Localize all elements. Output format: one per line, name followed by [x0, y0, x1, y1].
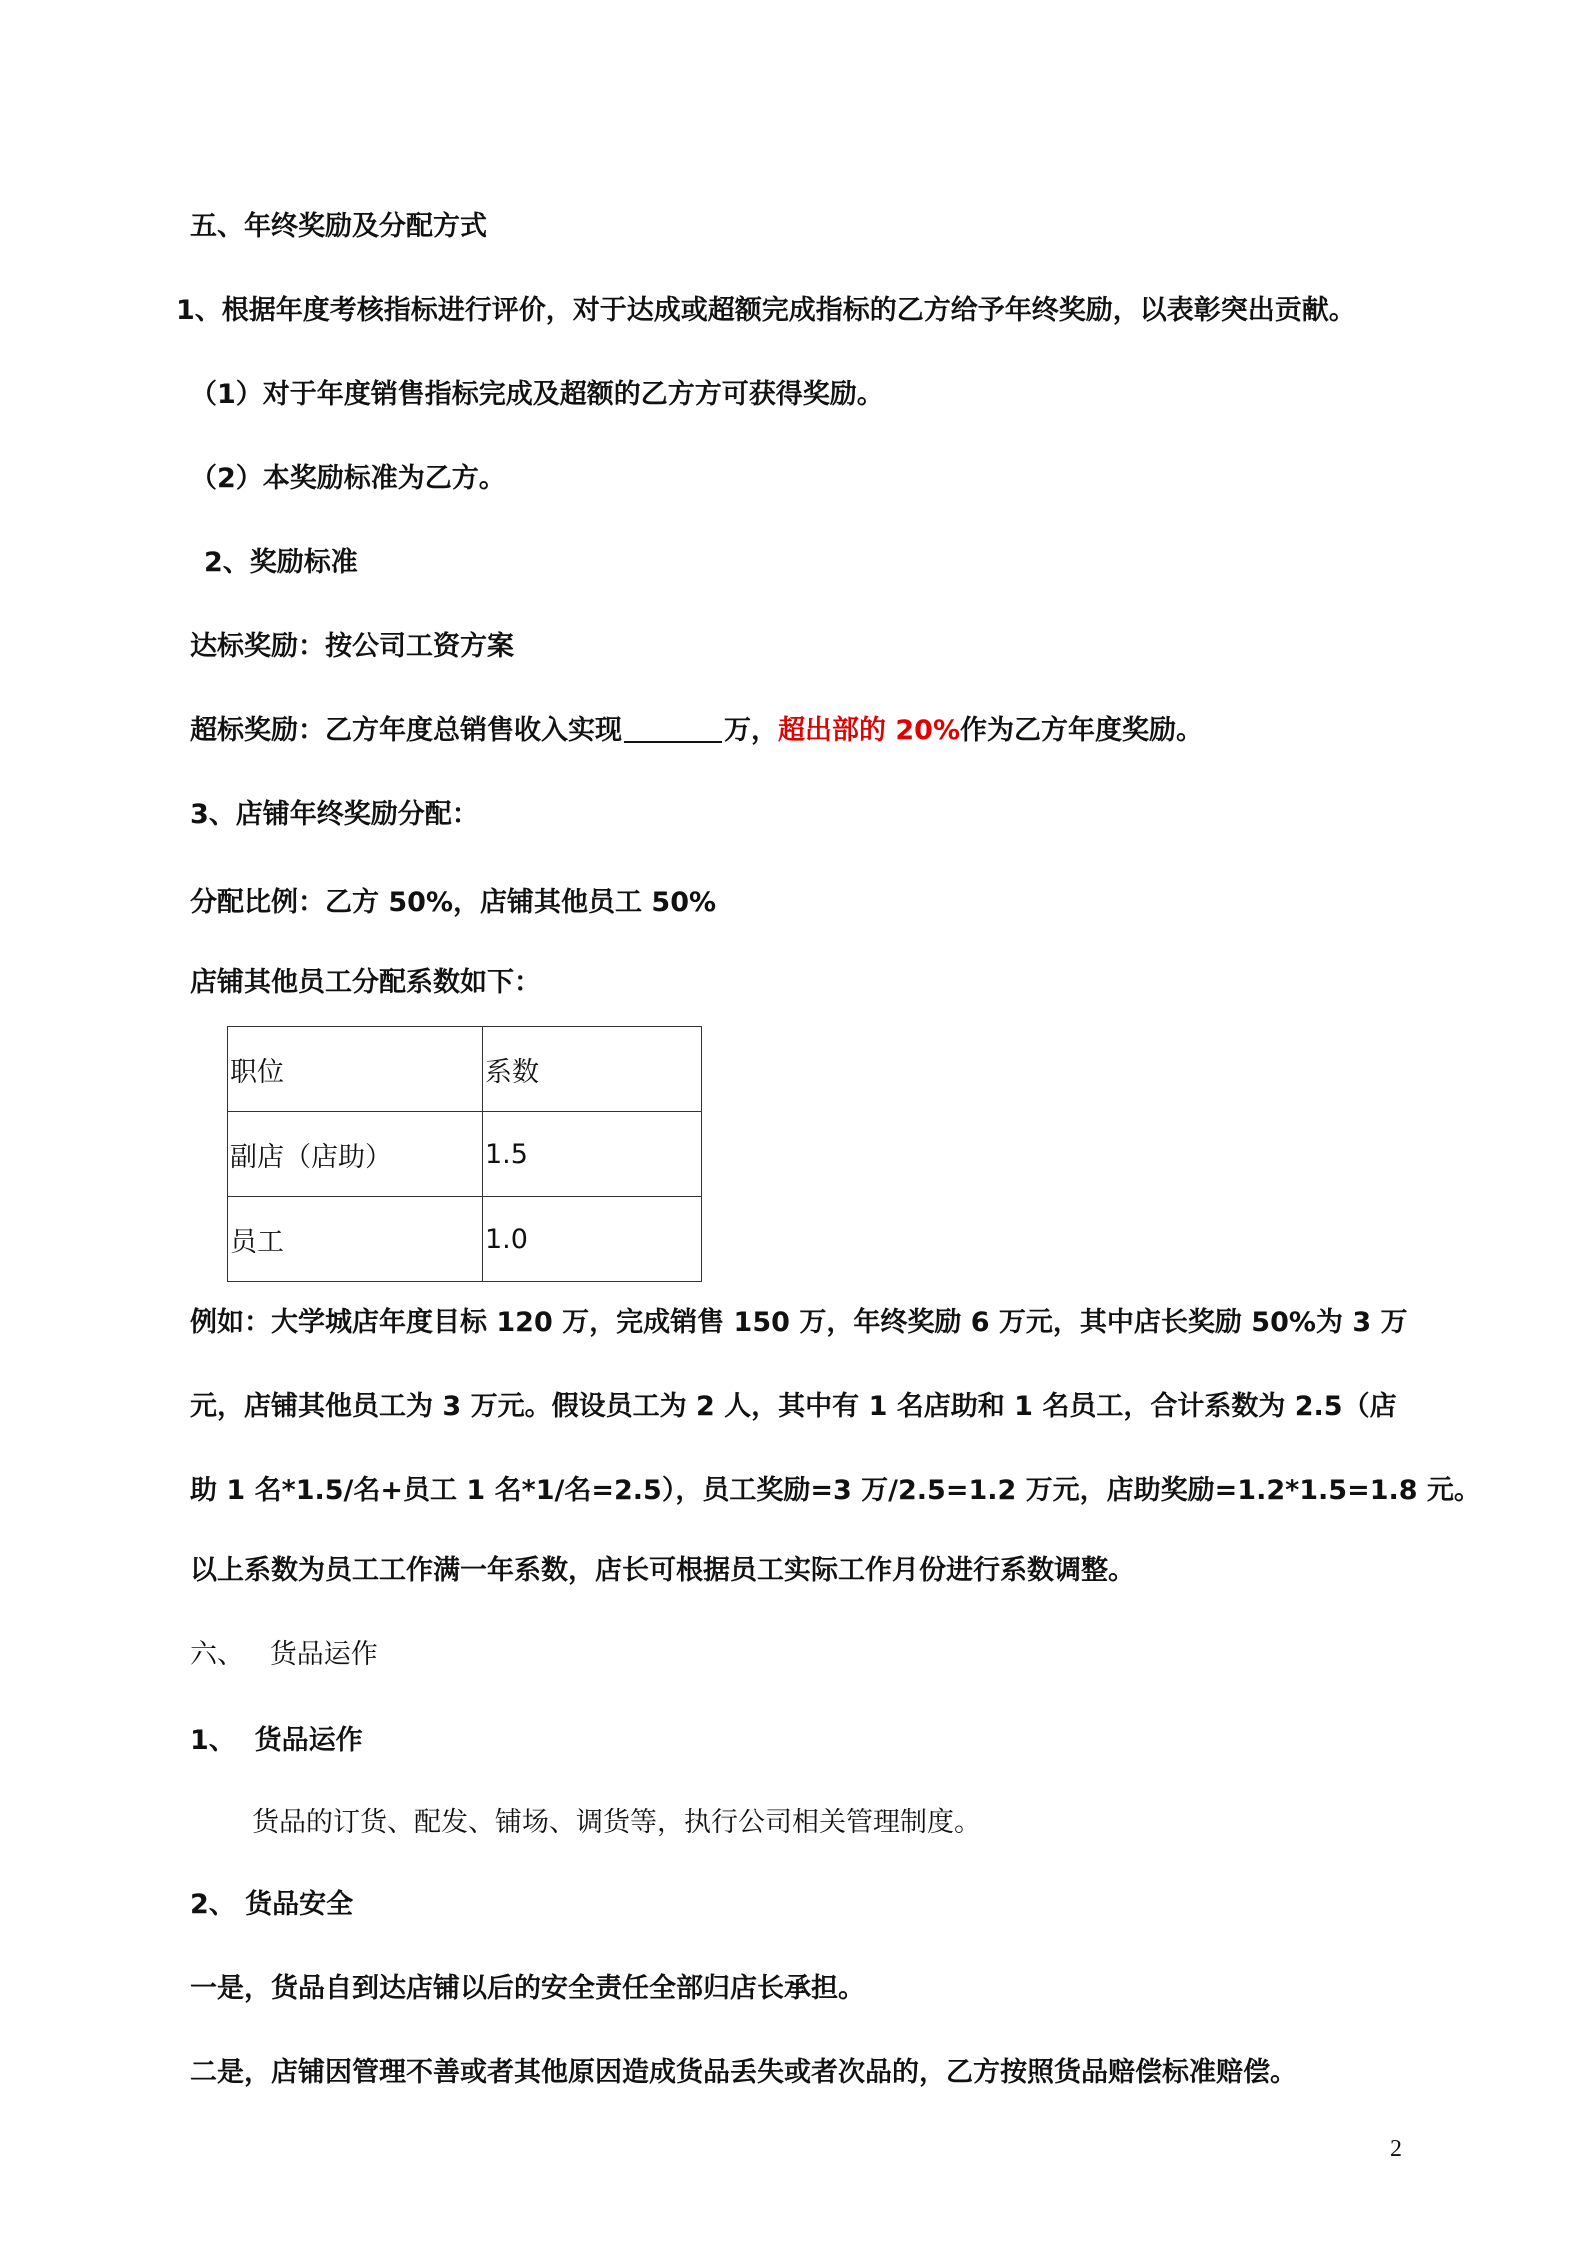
section5-item-1-2: （2）本奖励标准为乙方。	[190, 463, 506, 494]
table-header-cell: 职位	[228, 1027, 483, 1112]
over-award-highlight: 超出部的 20%	[778, 715, 961, 746]
distribution-ratio: 分配比例：乙方 50%，店铺其他员工 50%	[190, 887, 717, 918]
section5-item-1-1: （1）对于年度销售指标完成及超额的乙方方可获得奖励。	[190, 379, 884, 410]
table-cell: 1.0	[483, 1197, 702, 1282]
section6-subheading-1: 1、 货品运作	[190, 1725, 363, 1756]
section6-subheading-2: 2、 货品安全	[190, 1889, 354, 1920]
goods-safety-item-1: 一是，货品自到达店铺以后的安全责任全部归店长承担。	[190, 1973, 865, 2004]
table-cell: 副店（店助）	[228, 1112, 483, 1197]
amount-blank	[624, 713, 722, 743]
section6-heading: 六、 货品运作	[190, 1639, 378, 1670]
example-line-3: 助 1 名*1.5/名+员工 1 名*1/名=2.5），员工奖励=3 万/2.5=1.2 万元，店助奖励=1.2*1.5=1.8 元。	[190, 1475, 1481, 1506]
goods-safety-item-2: 二是，店铺因管理不善或者其他原因造成货品丢失或者次品的，乙方按照货品赔偿标准赔偿。	[190, 2057, 1297, 2088]
table-header-cell: 系数	[483, 1027, 702, 1112]
table-cell: 1.5	[483, 1112, 702, 1197]
over-award-prefix: 超标奖励：乙方年度总销售收入实现	[190, 715, 622, 746]
table-row	[228, 1112, 702, 1197]
over-award-unit: 万，	[724, 715, 778, 746]
table-header-row	[228, 1027, 702, 1112]
coefficient-intro: 店铺其他员工分配系数如下：	[190, 967, 541, 998]
page-number: 2	[1390, 2136, 1402, 2162]
over-award-line	[190, 712, 1203, 750]
reach-award-text: 达标奖励：按公司工资方案	[190, 631, 514, 662]
section5-paragraph-1: 1、根据年度考核指标进行评价，对于达成或超额完成指标的乙方给予年终奖励，以表彰突出贡献。	[176, 295, 1356, 326]
section5-paragraph-2: 2、奖励标准	[204, 547, 358, 578]
coefficient-table	[227, 1026, 702, 1282]
section5-paragraph-3: 3、店铺年终奖励分配：	[190, 799, 479, 830]
section5-heading: 五、年终奖励及分配方式	[190, 211, 487, 242]
goods-operation-text: 货品的订货、配发、铺场、调货等，执行公司相关管理制度。	[252, 1807, 981, 1838]
table-row	[228, 1197, 702, 1282]
example-line-2: 元，店铺其他员工为 3 万元。假设员工为 2 人，其中有 1 名店助和 1 名员工，合计系数为 2.5（店	[190, 1391, 1397, 1422]
over-award-suffix: 作为乙方年度奖励。	[960, 715, 1204, 746]
coefficient-note: 以上系数为员工工作满一年系数，店长可根据员工实际工作月份进行系数调整。	[190, 1555, 1135, 1586]
example-line-1: 例如：大学城店年度目标 120 万，完成销售 150 万，年终奖励 6 万元，其中店长奖励 50%为 3 万	[190, 1307, 1408, 1338]
table-cell: 员工	[228, 1197, 483, 1282]
